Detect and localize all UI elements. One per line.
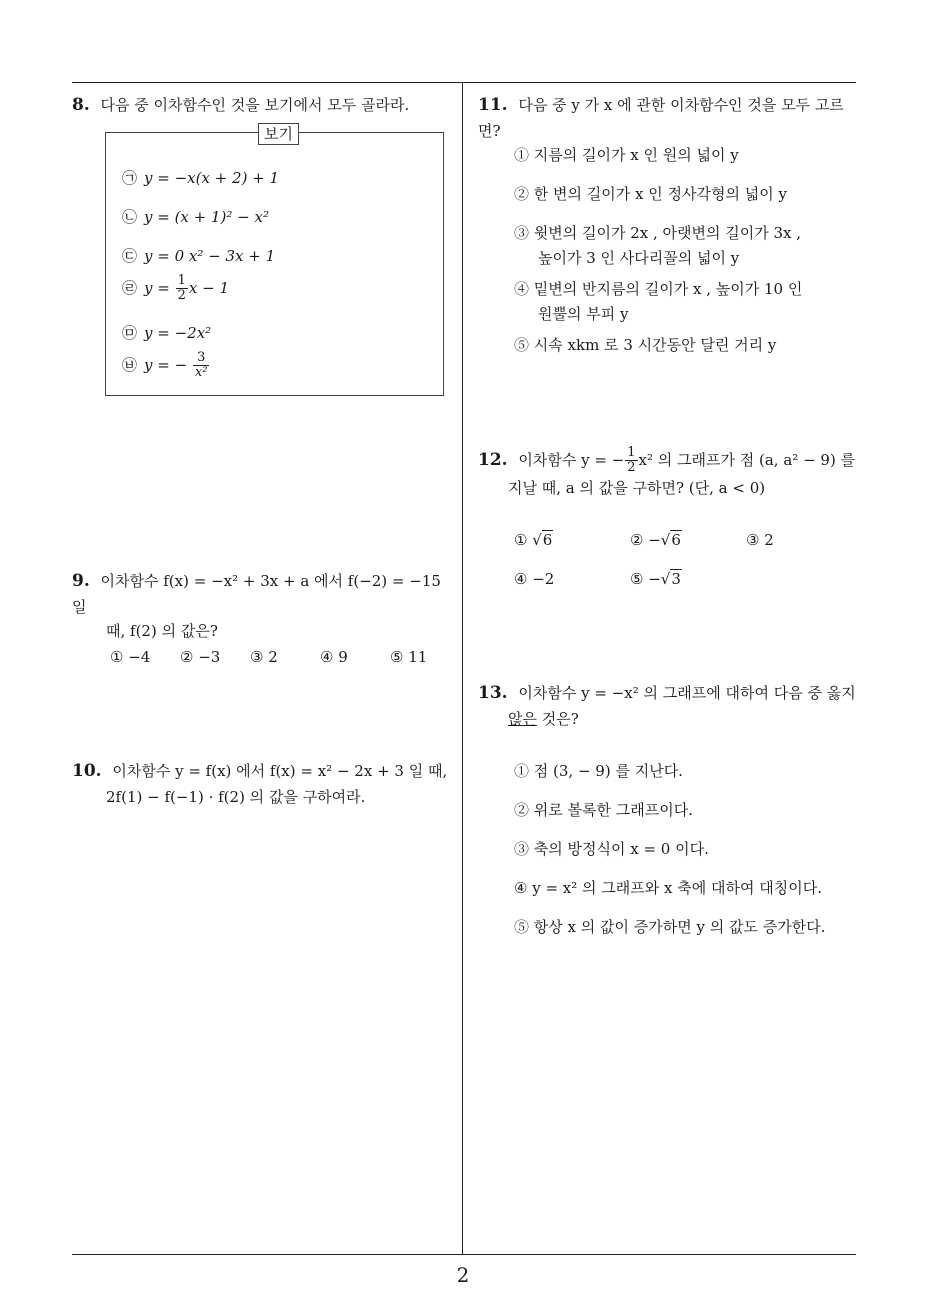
example-box-title: 보기 (258, 123, 299, 145)
option-2[interactable]: ② 한 변의 길이가 x 인 정사각형의 넓이 y (514, 185, 787, 203)
question-number: 10. (72, 761, 102, 781)
option-5[interactable]: ⑤ 항상 x 의 값이 증가하면 y 의 값도 증가한다. (514, 918, 826, 936)
question-text: 다음 중 이차함수인 것을 보기에서 모두 골라라. (100, 96, 410, 114)
example-item: ㉥ y = − $\frac{3}{\text{x²}}$ (122, 350, 208, 381)
question-text: 다음 중 y 가 x 에 관한 이차함수인 것을 모두 고르면? (478, 96, 844, 141)
question-text: 이차함수 y = f(x) 에서 f(x) = x² − 2x + 3 일 때, (112, 762, 448, 780)
question-number: 9. (72, 571, 90, 591)
option-1[interactable]: ① −4 (110, 648, 151, 666)
question-8 (72, 92, 452, 119)
underlined-word: 않은 (508, 710, 537, 729)
option-5[interactable]: ⑤ −√3 (630, 570, 681, 588)
option-1[interactable]: ① √6 (514, 531, 553, 549)
question-12: 12. 이차함수 y = − $\frac{1}{2}$ x² 의 그래프가 점 (a, a² − 9) 를 지날 때, a 의 값을 구하면? (단, a < 0) (478, 446, 863, 500)
question-text-cont: 2f(1) − f(−1) · f(2) 의 값을 구하여라. (106, 788, 366, 807)
top-rule (72, 82, 856, 83)
option-4[interactable]: ④ −2 (514, 570, 555, 588)
option-4[interactable]: ④ 밑변의 반지름의 길이가 x , 높이가 10 인 원뿔의 부피 y (514, 280, 803, 323)
page-number: 2 (456, 1263, 470, 1287)
option-3[interactable]: ③ 2 (746, 531, 774, 549)
option-2[interactable]: ② −√6 (630, 531, 681, 549)
option-5[interactable]: ⑤ 11 (390, 648, 428, 666)
option-2[interactable]: ② 위로 볼록한 그래프이다. (514, 801, 693, 819)
question-number: 12. (478, 449, 508, 470)
question-text: 이차함수 f(x) = −x² + 3x + a 에서 f(−2) = −15 일 (72, 572, 441, 617)
question-number: 8. (72, 95, 90, 115)
column-divider (462, 82, 463, 1254)
option-4[interactable]: ④ 9 (320, 648, 348, 666)
question-13: 13. 이차함수 y = −x² 의 그래프에 대하여 다음 중 옳지 않은 것은? (478, 680, 863, 731)
option-3[interactable]: ③ 축의 방정식이 x = 0 이다. (514, 840, 709, 858)
option-3[interactable]: ③ 윗변의 길이가 2x , 아랫변의 길이가 3x , 높이가 3 인 사다리꼴의 넓이 y (514, 224, 802, 267)
option-1[interactable]: ① 점 (3, − 9) 를 지난다. (514, 762, 683, 780)
question-number: 11. (478, 95, 508, 115)
option-3[interactable]: ③ 2 (250, 648, 278, 666)
example-box (105, 125, 444, 396)
question-10 (72, 758, 457, 809)
fraction: $\frac{1}{2}$ (177, 273, 186, 304)
option-2[interactable]: ② −3 (180, 648, 221, 666)
question-number: 13. (478, 683, 508, 703)
example-item: ㉤ y = −2x² (122, 324, 212, 342)
option-5[interactable]: ⑤ 시속 xkm 로 3 시간동안 달린 거리 y (514, 336, 777, 354)
question-text-cont: 않은 것은? (508, 710, 579, 729)
option-4[interactable]: ④ y = x² 의 그래프와 x 축에 대하여 대칭이다. (514, 879, 822, 897)
fraction: $\frac{1}{2}$ (627, 445, 636, 476)
example-item: ㉡ y = (x + 1)² − x² (122, 208, 269, 226)
fraction: $\frac{3}{\text{x²}}$ (194, 350, 208, 381)
question-9 (72, 568, 457, 643)
example-item: ㉣ y = $\frac{1}{2}$ x − 1 (122, 273, 229, 304)
question-text-cont: 때, f(2) 의 값은? (106, 622, 218, 641)
example-item: ㉠ y = −x(x + 2) + 1 (122, 169, 280, 187)
bottom-rule (72, 1254, 856, 1255)
option-1[interactable]: ① 지름의 길이가 x 인 원의 넓이 y (514, 146, 739, 164)
question-11 (478, 92, 858, 143)
example-item: ㉢ y = 0 x² − 3x + 1 (122, 247, 276, 265)
question-text-cont: 지날 때, a 의 값을 구하면? (단, a < 0) (508, 478, 766, 497)
